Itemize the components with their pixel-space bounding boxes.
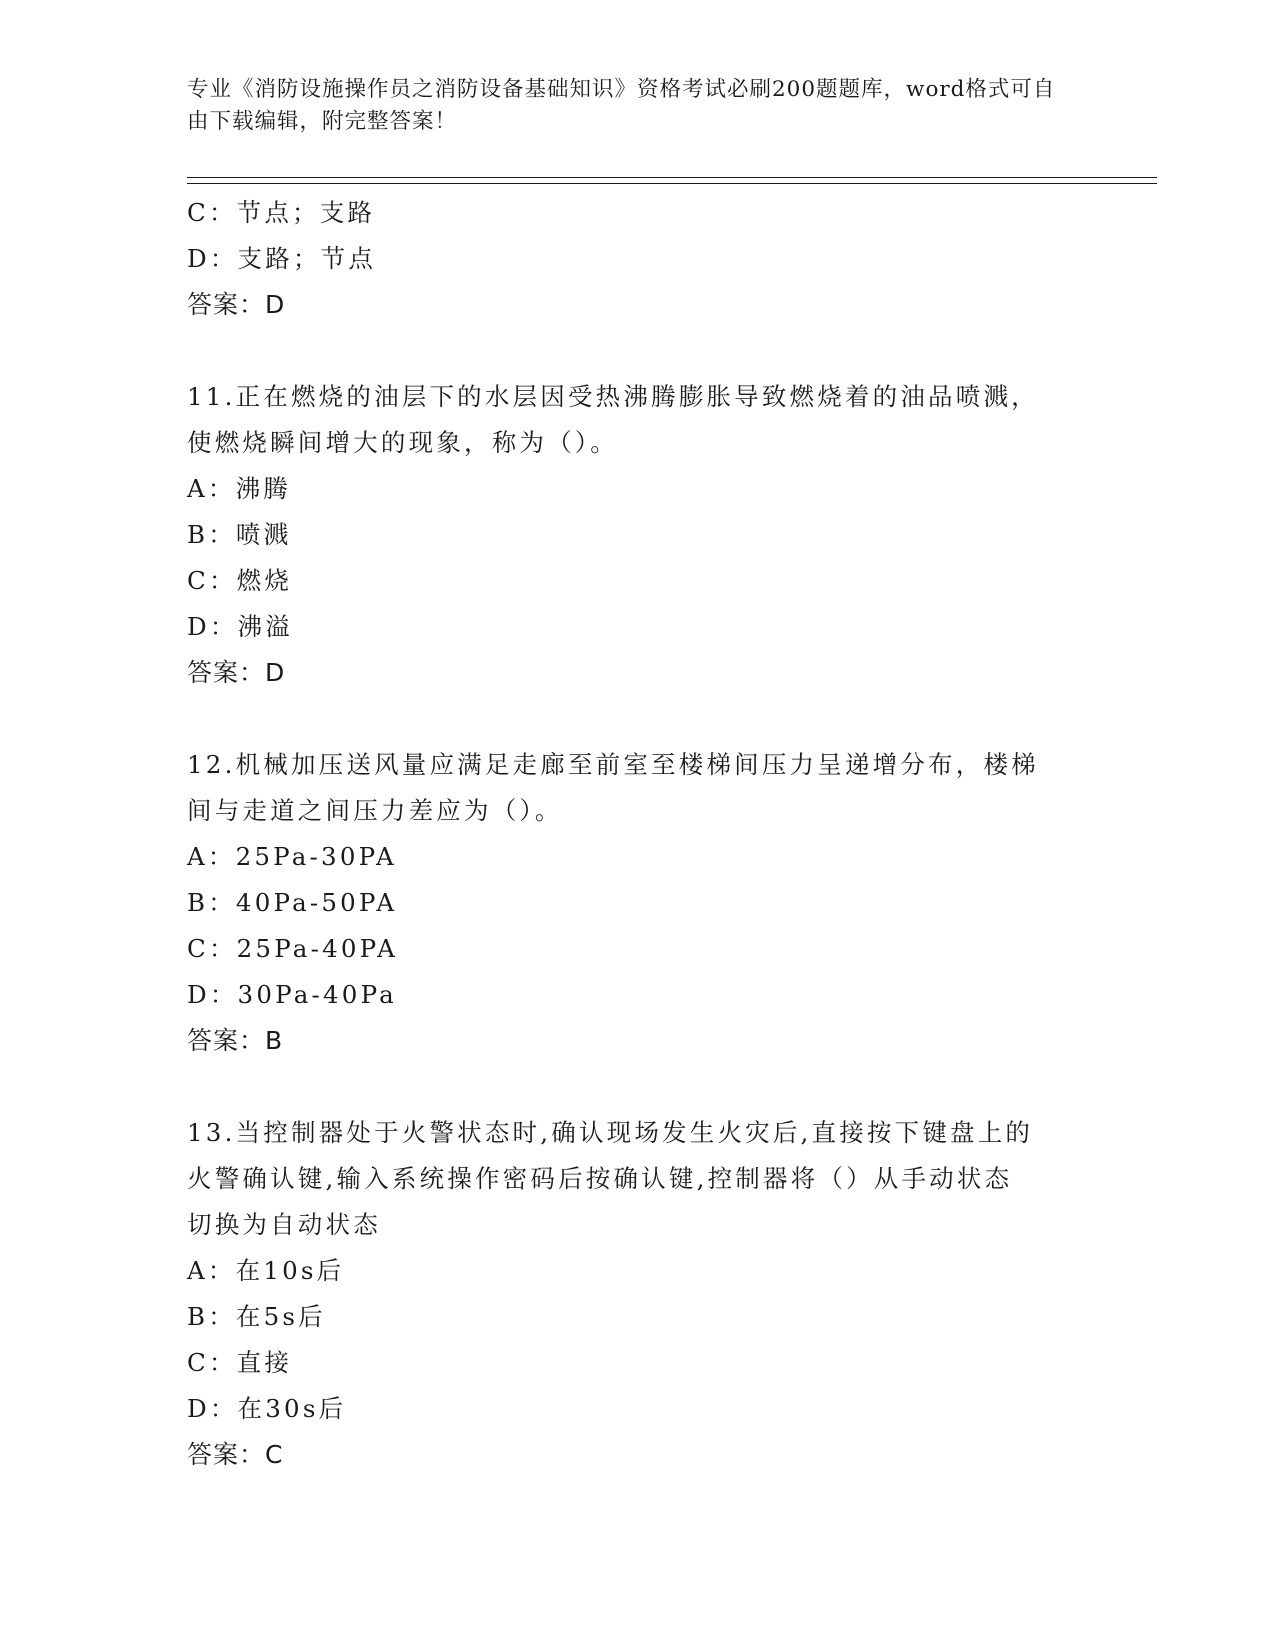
option-d: D：在30s后 [187, 1394, 347, 1423]
option-c: C：节点；支路 [187, 198, 376, 227]
header-divider-top [187, 177, 1157, 178]
option-b: B：在5s后 [187, 1302, 326, 1331]
option-d: D：30Pa-40Pa [187, 980, 397, 1009]
question-text-line: 12.机械加压送风量应满足走廊至前室至楼梯间压力呈递增分布，楼梯 [187, 750, 1039, 779]
question-10-continued [187, 190, 1087, 328]
answer-line: 答案：D [187, 658, 286, 687]
option-c: C：燃烧 [187, 566, 293, 595]
option-d: D：支路；节点 [187, 244, 377, 273]
question-text-line: 间与走道之间压力差应为（）。 [187, 796, 563, 825]
option-b: B：喷溅 [187, 520, 292, 549]
question-13 [187, 1110, 1087, 1478]
spacer [187, 696, 1087, 742]
answer-line: 答案：B [187, 1026, 284, 1055]
option-c: C：25Pa-40PA [187, 934, 398, 963]
question-text-line: 使燃烧瞬间增大的现象，称为（）。 [187, 428, 618, 457]
option-c: C：直接 [187, 1348, 293, 1377]
option-b: B：40Pa-50PA [187, 888, 398, 917]
header-divider-bottom [187, 183, 1157, 184]
spacer [187, 1064, 1087, 1110]
option-a: A：在10s后 [187, 1256, 345, 1285]
option-a: A：25Pa-30PA [187, 842, 397, 871]
header-text: 专业《消防设施操作员之消防设备基础知识》资格考试必刷200题题库，word格式可自由下载编辑，附完整答案！ [187, 77, 1056, 134]
question-list [187, 190, 1087, 1478]
question-text-line: 切换为自动状态 [187, 1210, 381, 1239]
question-text-line: 11.正在燃烧的油层下的水层因受热沸腾膨胀导致燃烧着的油品喷溅， [187, 382, 1039, 411]
option-a: A：沸腾 [187, 474, 291, 503]
question-text-line: 火警确认键,输入系统操作密码后按确认键,控制器将（）从手动状态 [187, 1164, 1013, 1193]
question-text-line: 13.当控制器处于火警状态时,确认现场发生火灾后,直接按下键盘上的 [187, 1118, 1034, 1147]
spacer [187, 328, 1087, 374]
answer-line: 答案：C [187, 1440, 284, 1469]
question-12 [187, 742, 1087, 1064]
option-d: D：沸溢 [187, 612, 293, 641]
question-11 [187, 374, 1087, 696]
document-header [187, 74, 1067, 138]
answer-line: 答案：D [187, 290, 286, 319]
